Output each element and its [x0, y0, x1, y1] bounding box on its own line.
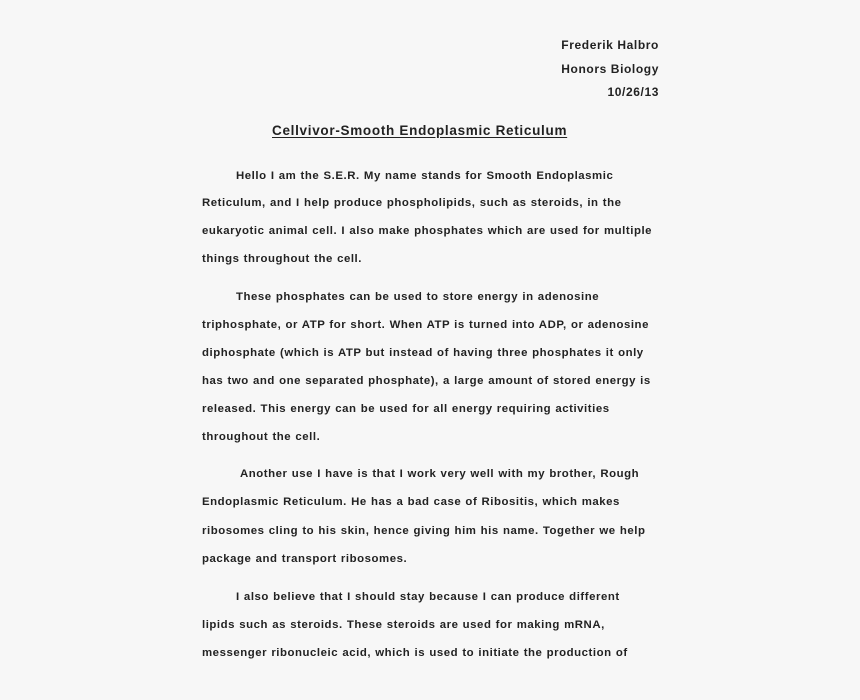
paragraph-line: package and transport ribosomes. — [202, 553, 408, 565]
document-title: Cellvivor-Smooth Endoplasmic Reticulum — [272, 123, 568, 138]
paragraph-line: triphosphate, or ATP for short. When ATP is turned into ADP, or adenosine — [202, 319, 649, 331]
paragraph-line: diphosphate (which is ATP but instead of having three phosphates it only — [202, 347, 644, 359]
paragraph-line: These phosphates can be used to store energy in adenosine — [236, 291, 600, 303]
document-date: 10/26/13 — [607, 85, 659, 99]
paragraph-line: released. This energy can be used for all energy requiring activities — [202, 403, 610, 415]
author-name: Frederik Halbro — [561, 38, 659, 52]
course-name: Honors Biology — [561, 62, 659, 76]
paragraph-line: eukaryotic animal cell. I also make phosphates which are used for multiple — [202, 225, 653, 237]
paragraph-line: things throughout the cell. — [202, 253, 362, 265]
paragraph-line: throughout the cell. — [202, 431, 321, 443]
paragraph-line: Reticulum, and I help produce phospholipids, such as steroids, in the — [202, 197, 622, 209]
paragraph-line: messenger ribonucleic acid, which is used to initiate the production of — [202, 647, 628, 659]
paragraph-line: Hello I am the S.E.R. My name stands for Smooth Endoplasmic — [236, 170, 614, 182]
paragraph-line: lipids such as steroids. These steroids are used for making mRNA, — [202, 619, 605, 631]
paragraph-line: I also believe that I should stay because I can produce different — [236, 591, 620, 603]
paragraph-line: has two and one separated phosphate), a large amount of stored energy is — [202, 375, 651, 387]
paragraph-line: Another use I have is that I work very well with my brother, Rough — [240, 468, 640, 480]
paragraph-line: ribosomes cling to his skin, hence giving him his name. Together we help — [202, 525, 646, 537]
paragraph-line: Endoplasmic Reticulum. He has a bad case of Ribositis, which makes — [202, 496, 620, 508]
